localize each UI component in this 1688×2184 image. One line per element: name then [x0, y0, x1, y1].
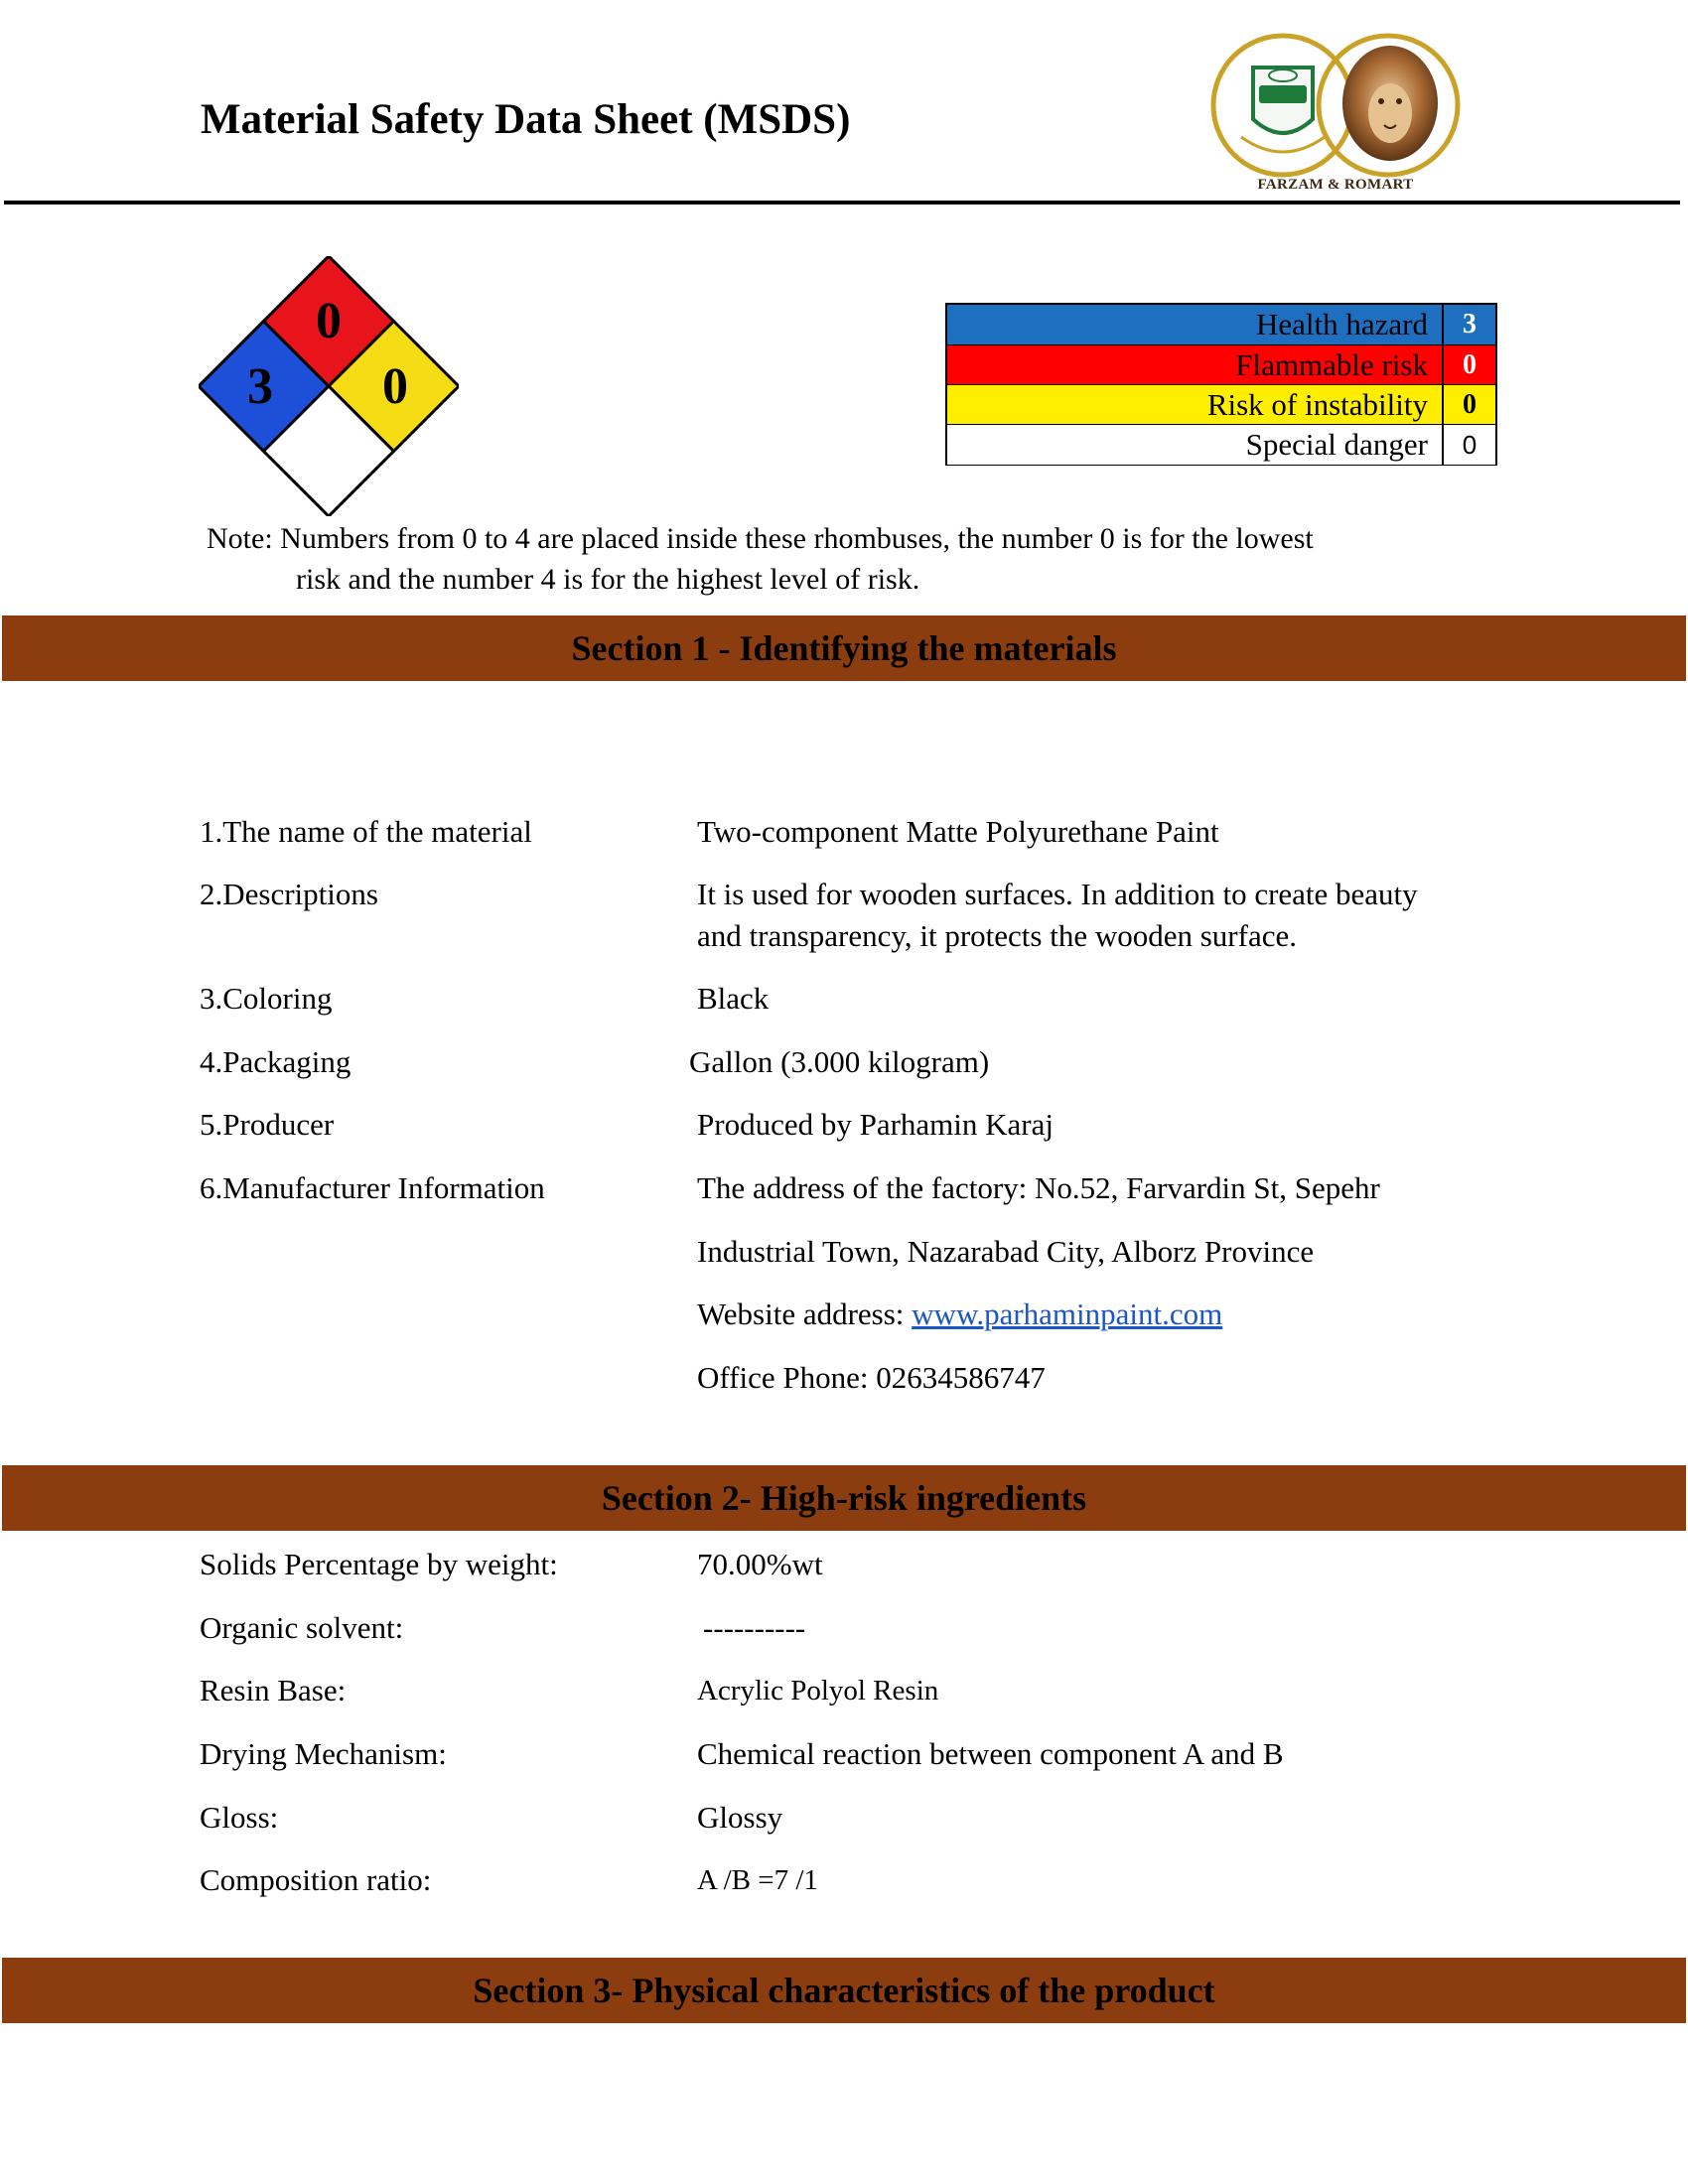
- field-label: Gloss:: [200, 1800, 279, 1835]
- field-value: Glossy: [697, 1800, 783, 1835]
- note-line-2: risk and the number 4 is for the highest level of risk.: [296, 563, 920, 596]
- field-label: 4.Packaging: [200, 1044, 352, 1079]
- hazard-label: Health hazard: [947, 305, 1444, 344]
- nfpa-hazard-diamond: [199, 256, 459, 516]
- hazard-note: [207, 518, 1497, 600]
- field-value: Chemical reaction between component A and B: [697, 1736, 1284, 1771]
- section-3-header: Section 3- Physical characteristics of the product: [2, 1958, 1686, 2023]
- hazard-label: Risk of instability: [947, 385, 1444, 425]
- field-value: A /B =7 /1: [697, 1864, 818, 1896]
- website-line: [697, 1295, 1222, 1334]
- company-logo: [1201, 18, 1470, 199]
- field-value-continued: and transparency, it protects the wooden surface.: [697, 918, 1297, 953]
- website-label: Website address:: [697, 1297, 913, 1331]
- logo-caption: FARZAM & ROMART: [1257, 177, 1414, 193]
- field-value: ----------: [703, 1610, 806, 1645]
- field-label: Drying Mechanism:: [200, 1736, 447, 1771]
- field-label: 1.The name of the material: [200, 814, 532, 849]
- field-label: 5.Producer: [200, 1107, 335, 1142]
- field-label: 2.Descriptions: [200, 877, 378, 911]
- flammability-value: 0: [316, 293, 342, 349]
- hazard-value: 3: [1463, 309, 1477, 340]
- field-label: 6.Manufacturer Information: [200, 1170, 545, 1205]
- hazard-row-instability: [947, 384, 1495, 425]
- field-value: Two-component Matte Polyurethane Paint: [697, 814, 1219, 849]
- hazard-row-special: [947, 424, 1495, 465]
- office-phone: Office Phone: 02634586747: [697, 1360, 1046, 1395]
- field-value: Acrylic Polyol Resin: [697, 1675, 939, 1706]
- header-divider: [4, 201, 1680, 205]
- health-value: 3: [247, 358, 273, 415]
- address-line-2: Industrial Town, Nazarabad City, Alborz Province: [697, 1234, 1315, 1269]
- document-title: Material Safety Data Sheet (MSDS): [201, 96, 851, 143]
- instability-value: 0: [382, 358, 408, 415]
- section-1-header: Section 1 - Identifying the materials: [2, 615, 1686, 681]
- field-value: The address of the factory: No.52, Farvardin St, Sepehr: [697, 1170, 1380, 1205]
- field-value: Produced by Parhamin Karaj: [697, 1107, 1054, 1142]
- hazard-value: 0: [1462, 430, 1477, 460]
- section-2-header: Section 2- High-risk ingredients: [2, 1465, 1686, 1531]
- hazard-value: 0: [1463, 349, 1477, 380]
- hazard-label: Flammable risk: [947, 345, 1444, 385]
- hazard-label: Special danger: [947, 425, 1444, 465]
- hazard-row-health: [947, 305, 1495, 344]
- field-value: Gallon (3.000 kilogram): [689, 1044, 990, 1079]
- hazard-value: 0: [1463, 389, 1477, 420]
- website-link[interactable]: www.parhaminpaint.com: [912, 1297, 1223, 1331]
- field-label: 3.Coloring: [200, 981, 333, 1016]
- field-label: Solids Percentage by weight:: [200, 1547, 558, 1581]
- field-label: Resin Base:: [200, 1673, 347, 1707]
- field-value: Black: [697, 981, 770, 1016]
- note-line-1: Note: Numbers from 0 to 4 are placed inside these rhombuses, the number 0 is for the lowest: [207, 522, 1314, 555]
- hazard-row-flammable: [947, 344, 1495, 385]
- field-value: It is used for wooden surfaces. In addition to create beauty: [697, 877, 1418, 911]
- hazard-legend-table: [945, 303, 1497, 466]
- field-label: Organic solvent:: [200, 1610, 404, 1645]
- field-value: 70.00%wt: [697, 1547, 823, 1581]
- field-label: Composition ratio:: [200, 1862, 432, 1897]
